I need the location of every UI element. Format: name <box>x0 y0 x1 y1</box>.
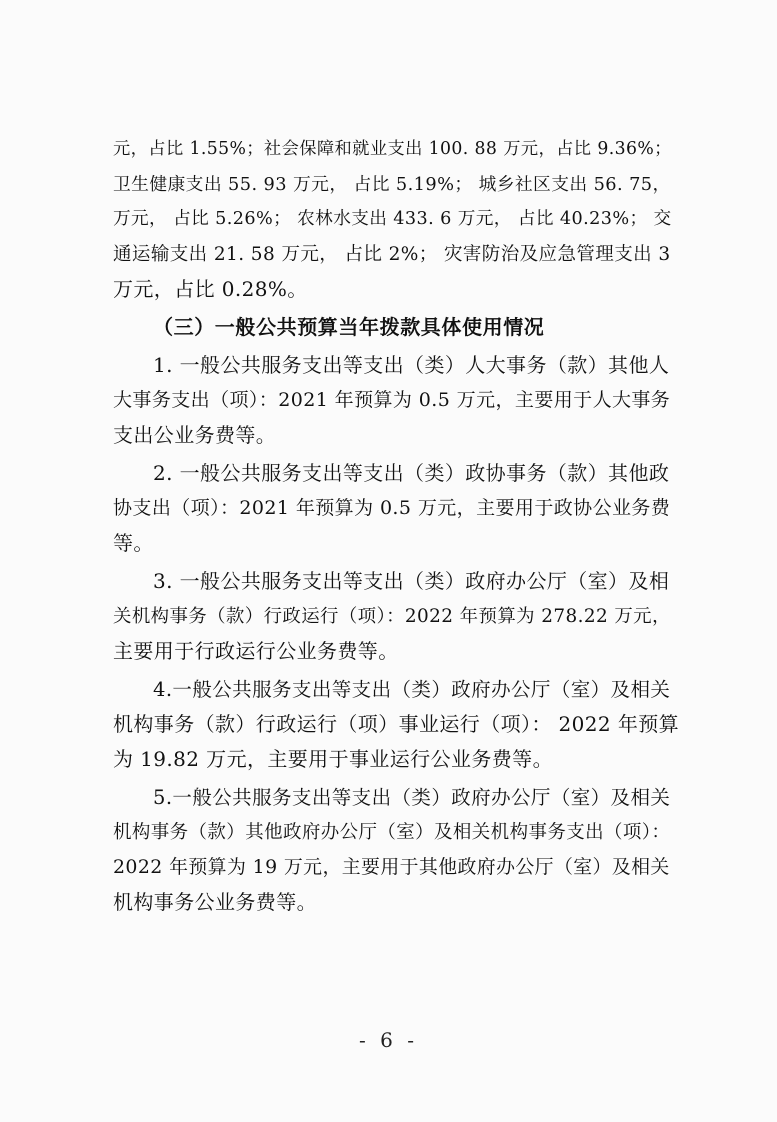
list-item <box>113 348 681 453</box>
text-line: 4.一般公共服务支出等支出（类）政府办公厅（室）及相关 <box>153 678 671 701</box>
text-line: 主要用于行政运行公业务费等。 <box>113 639 399 663</box>
list-item <box>113 564 681 669</box>
section-heading: （三）一般公共预算当年拨款具体使用情况 <box>153 315 545 339</box>
text-line: 卫生健康支出 55. 93 万元， 占比 5.19%； 城乡社区支出 56. 75， <box>113 174 671 195</box>
text-line: 机构事务（款）其他政府办公厅（室）及相关机构事务支出（项）： <box>113 822 671 843</box>
text-line: 机构事务公业务费等。 <box>113 890 317 914</box>
text-line: 2. 一般公共服务支出等支出（类）政协事务（款）其他政 <box>153 461 670 485</box>
text-line: 关机构事务（款）行政运行（项）：2022 年预算为 278.22 万元， <box>113 606 671 627</box>
text-line: 元，占比 1.55%；社会保障和就业支出 100. 88 万元，占比 9.36%； <box>113 139 672 159</box>
document-body <box>113 132 681 920</box>
text-line: 机构事务（款）行政运行（项）事业运行（项）： 2022 年预算 <box>113 712 680 736</box>
text-line: 1. 一般公共服务支出等支出（类）人大事务（款）其他人 <box>153 353 670 377</box>
text-line: 2022 年预算为 19 万元，主要用于其他政府办公厅（室）及相关 <box>113 856 670 878</box>
list-item <box>113 780 681 920</box>
text-line: 为 19.82 万元，主要用于事业运行公业务费等。 <box>113 747 553 771</box>
page-number: - 6 - <box>359 1028 418 1052</box>
expenditure-summary-paragraph <box>113 132 681 307</box>
text-line: 3. 一般公共服务支出等支出（类）政府办公厅（室）及相 <box>153 569 670 593</box>
text-line: 支出公业务费等。 <box>113 423 277 447</box>
text-line: 大事务支出（项）：2021 年预算为 0.5 万元，主要用于人大事务 <box>113 389 671 411</box>
text-line: 等。 <box>113 531 154 555</box>
text-line: 万元，占比 0.28%。 <box>113 277 308 301</box>
list-item <box>113 456 681 561</box>
text-line: 万元， 占比 5.26%； 农林水支出 433. 6 万元， 占比 40.23%； 交 <box>113 209 672 229</box>
text-line: 5.一般公共服务支出等支出（类）政府办公厅（室）及相关 <box>153 786 671 809</box>
text-line: 通运输支出 21. 58 万元， 占比 2%； 灾害防治及应急管理支出 3 <box>113 244 671 265</box>
list-item <box>113 672 681 777</box>
text-line: 协支出（项）：2021 年预算为 0.5 万元，主要用于政协公业务费 <box>113 497 671 519</box>
